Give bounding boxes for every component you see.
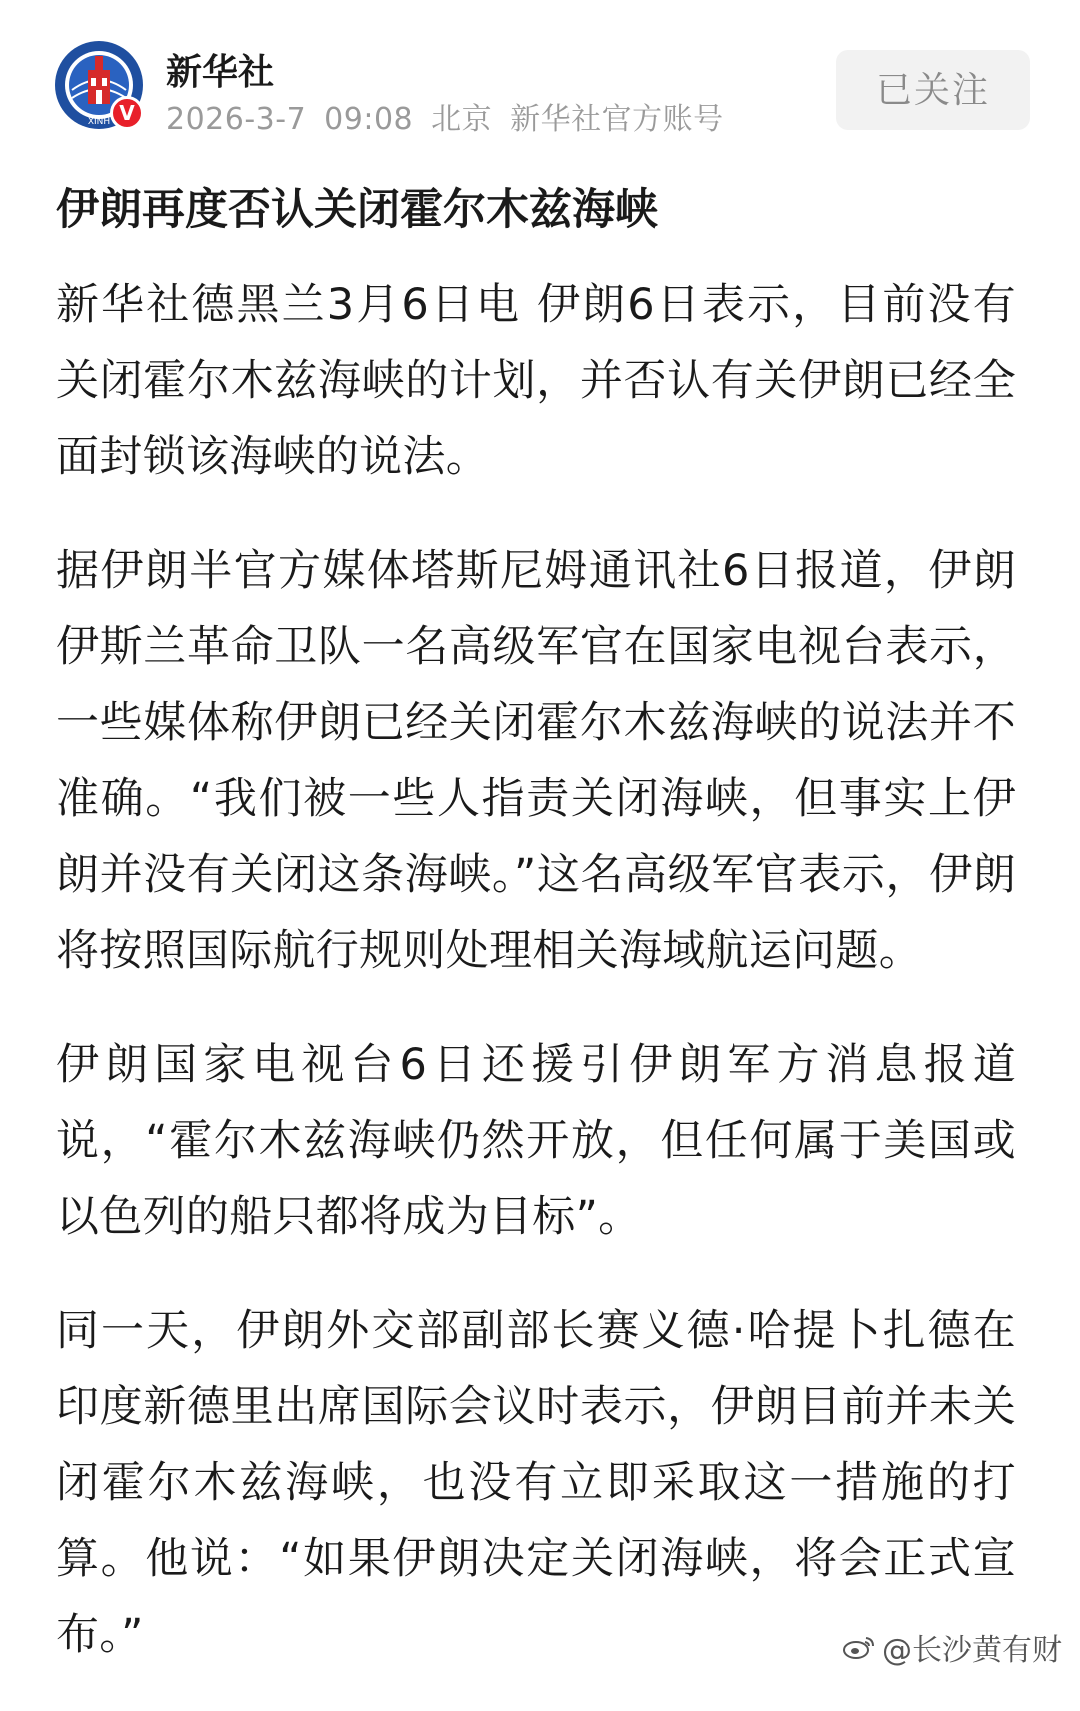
follow-button[interactable]: 已关注 [836, 50, 1030, 130]
post-header [0, 0, 1080, 150]
article-paragraph: 据伊朗半官方媒体塔斯尼姆通讯社6日报道，伊朗伊斯兰革命卫队一名高级军官在国家电视台表示，一些媒体称伊朗已经关闭霍尔木兹海峡的说法并不准确。“我们被一些人指责关闭海峡，但事实上伊朗并没有关闭这条海峡。”这名高级军官表示，伊朗将按照国际航行规则处理相关海域航运问题。 [56, 546, 1016, 976]
verified-badge-icon: V [110, 96, 144, 130]
weibo-watermark [842, 1625, 1062, 1669]
account-type: 新华社官方账号 [510, 102, 724, 137]
post-date: 2026-3-7 [166, 102, 307, 137]
article-paragraph: 新华社德黑兰3月6日电 伊朗6日表示，目前没有关闭霍尔木兹海峡的计划，并否认有关伊朗已经全面封锁该海峡的说法。 [56, 280, 1016, 482]
post-location: 北京 [431, 102, 493, 137]
article-title: 伊朗再度否认关闭霍尔木兹海峡 [56, 185, 658, 235]
logo-lettering: XINH [87, 117, 111, 127]
weibo-icon [842, 1634, 876, 1660]
article-paragraph: 伊朗国家电视台6日还援引伊朗军方消息报道说，“霍尔木兹海峡仍然开放，但任何属于美国或以色列的船只都将成为目标”。 [56, 1040, 1016, 1242]
post-time: 09:08 [324, 102, 414, 137]
post-meta [166, 94, 742, 138]
article-paragraph: 同一天，伊朗外交部副部长赛义德·哈提卜扎德在印度新德里出席国际会议时表示，伊朗目前并未关闭霍尔木兹海峡，也没有立即采取这一措施的打算。他说：“如果伊朗决定关闭海峡，将会正式宣布。” [56, 1306, 1016, 1660]
account-name[interactable]: 新华社 [166, 52, 275, 93]
article-body [56, 267, 1016, 1711]
watermark-text: @长沙黄有财 [882, 1633, 1062, 1668]
